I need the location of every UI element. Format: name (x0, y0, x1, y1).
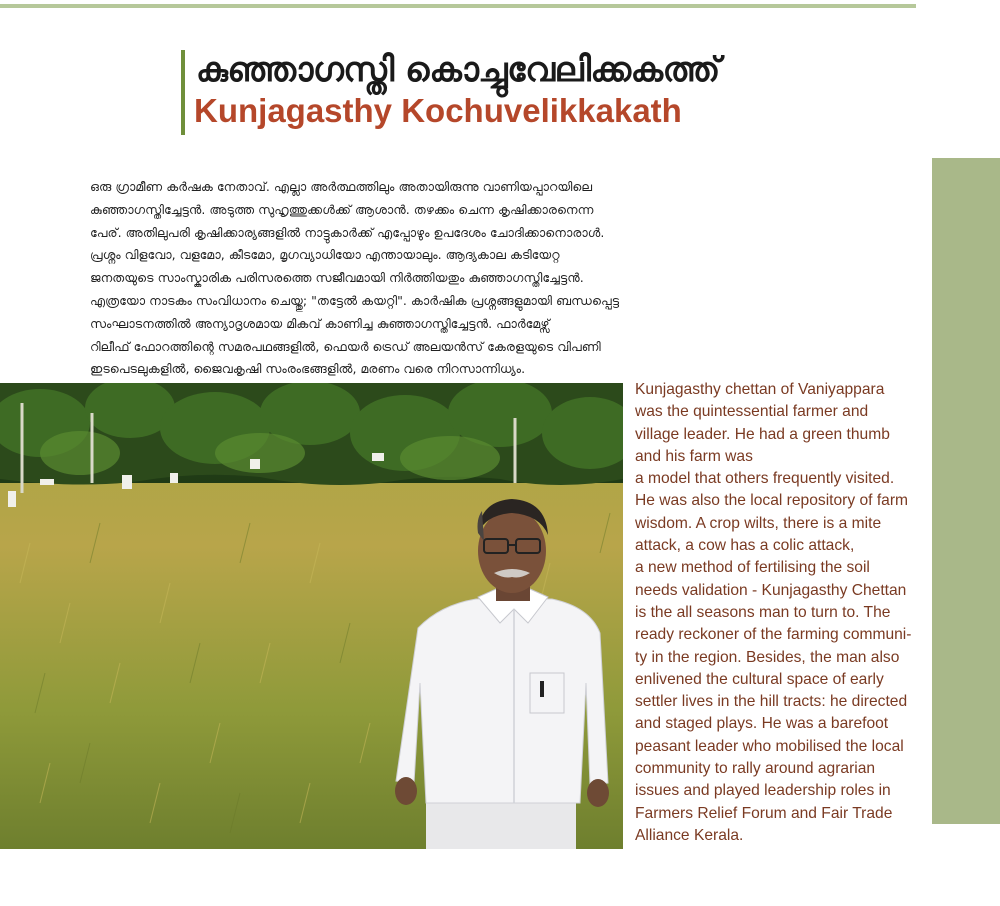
english-line: peasant leader who mobilised the local (635, 737, 904, 755)
malayalam-line: എത്രയോ നാടകം സംവിധാനം ചെയ്തു; "തട്ടേൽ കയറ്റി". കാർഷിക പ്രശ്നങ്ങളുമായി ബന്ധപ്പെട്ട (90, 292, 620, 308)
malayalam-line: റിലീഫ് ഫോറത്തിന്റെ സമരപഥങ്ങളിൽ, ഫെയർ ട്രെഡ് അലയൻസ് കേരളയുടെ വിപണി (90, 338, 601, 354)
english-line: community to rally around agrarian (635, 760, 876, 778)
english-line: enlivened the cultural space of early (635, 670, 884, 688)
english-line: is the all seasons man to turn to. The (635, 603, 891, 621)
english-line: needs validation - Kunjagasthy Chettan (635, 581, 907, 599)
page-title-malayalam: കുഞ്ഞാഗസ്തി കൊച്ചുവേലിക്കകത്ത് (196, 50, 720, 90)
malayalam-line: ഇടപെടലുകളിൽ, ജൈവകൃഷി സംരംഭങ്ങളിൽ, മരണം വരെ നിറസാന്നിധ്യം. (90, 361, 526, 377)
malayalam-line: കുഞ്ഞാഗസ്തിച്ചേട്ടൻ. അടുത്ത സുഹൃത്തുക്കൾക്ക് ആശാൻ. തഴക്കം ചെന്ന കൃഷിക്കാരനെന്ന (90, 201, 594, 217)
english-line: Alliance Kerala. (635, 826, 744, 844)
english-line: He was also the local repository of farm (635, 492, 909, 510)
english-line: and his farm was (635, 447, 753, 465)
english-line: attack, a cow has a colic attack, (635, 537, 855, 555)
english-line: and staged plays. He was a barefoot (635, 715, 889, 733)
english-line: issues and played leadership roles in (635, 782, 891, 800)
english-line: Farmers Relief Forum and Fair Trade (635, 804, 893, 822)
english-line: a model that others frequently visited. (635, 470, 895, 488)
english-line: wisdom. A crop wilts, there is a mite (635, 514, 882, 532)
side-color-band (932, 158, 1000, 824)
malayalam-paragraph (90, 176, 810, 381)
page-title-english: Kunjagasthy Kochuvelikkakath (194, 92, 682, 129)
english-line: was the quintessential farmer and (635, 403, 869, 421)
english-line: village leader. He had a green thumb (635, 425, 890, 443)
english-line: a new method of fertilising the soil (635, 559, 870, 577)
english-line: Kunjagasthy chettan of Vaniyappara (635, 381, 885, 398)
english-line: settler lives in the hill tracts: he directed (635, 693, 908, 711)
english-line: ready reckoner of the farming communi- (635, 626, 912, 644)
malayalam-line: പേര്. അതിലുപരി കൃഷിക്കാര്യങ്ങളിൽ നാട്ടുകാർക്ക് എപ്പോഴും ഉപദേശം ചോദിക്കാനൊരാൾ. (90, 224, 605, 240)
english-line: ty in the region. Besides, the man also (635, 648, 900, 666)
malayalam-line: സംഘാടനത്തിൽ അന്യാദൃശമായ മികവ് കാണിച്ച കുഞ്ഞാഗസ്തിച്ചേട്ടൻ. ഫാർമേഴ്സ് (90, 315, 550, 331)
english-paragraph (635, 379, 930, 847)
farmer-in-paddy-field-photo (0, 383, 623, 849)
malayalam-line: ജനതയുടെ സാംസ്കാരിക പരിസരത്തെ സജീവമായി നിർത്തിയതും കുഞ്ഞാഗസ്തിച്ചേട്ടൻ. (90, 270, 584, 286)
top-rule (0, 4, 916, 8)
malayalam-line: പ്രശ്നം വിളവോ, വളമോ, കീടമോ, മൃഗവ്യാധിയോ എന്തായാലും. ആദ്യകാല കടിയേറ്റ (90, 247, 560, 263)
malayalam-line: ഒരു ഗ്രാമീണ കർഷക നേതാവ്. എല്ലാ അർത്ഥത്തിലും അതായിരുന്നു വാണിയപ്പാറയിലെ (90, 179, 593, 194)
title-accent-bar (181, 50, 185, 135)
